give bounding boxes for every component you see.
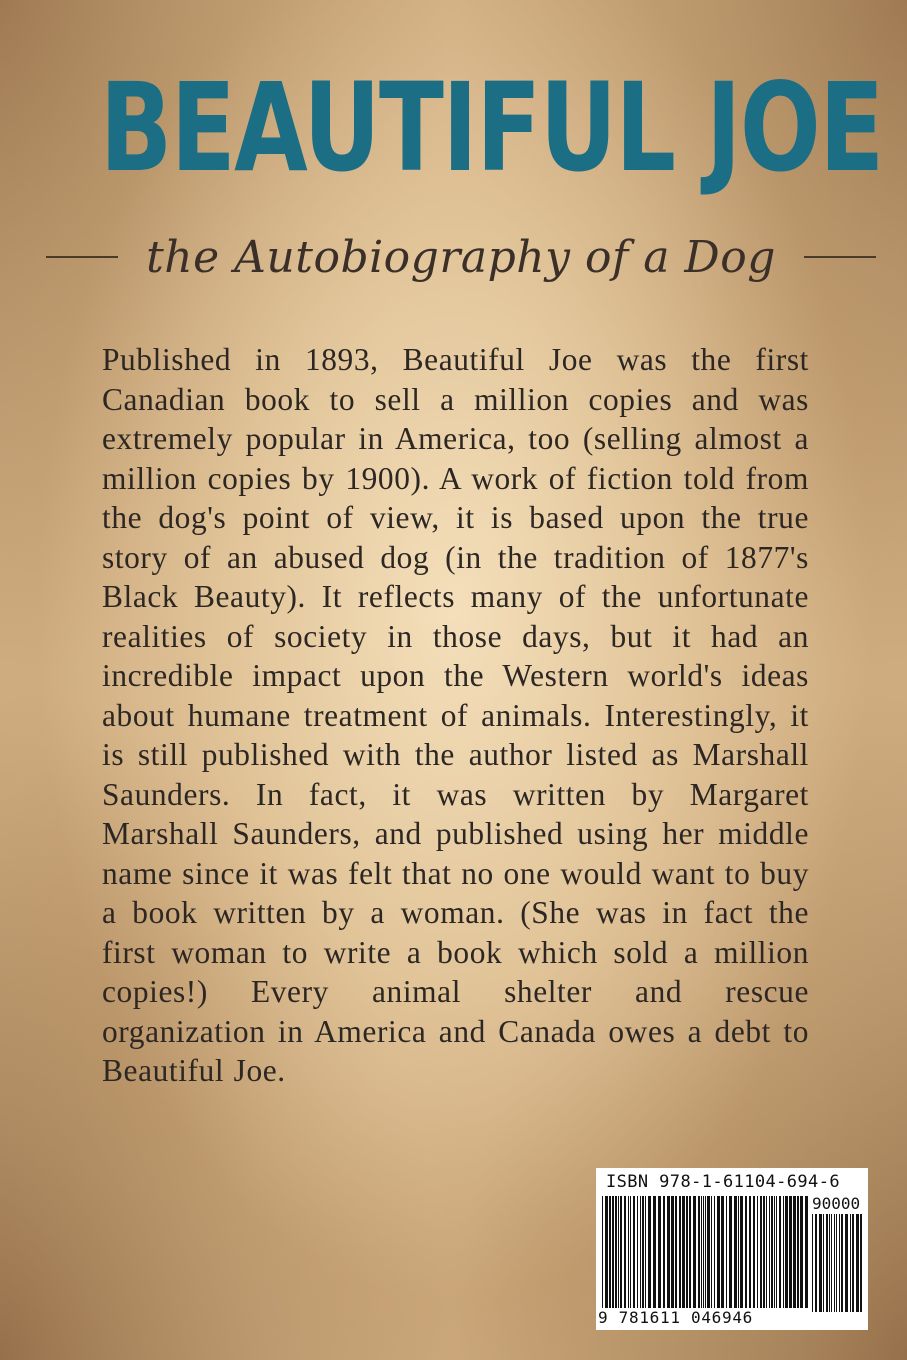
barcode-bar <box>689 1196 691 1312</box>
barcode-bar <box>800 1196 803 1312</box>
barcode-bar <box>757 1196 758 1312</box>
barcode-bar <box>779 1196 781 1312</box>
barcode-bar <box>839 1214 840 1312</box>
barcode-bar <box>738 1196 739 1312</box>
barcode-bar <box>648 1196 651 1312</box>
book-title: BEAUTIFUL JOE <box>99 57 883 199</box>
barcode-bar <box>745 1196 747 1312</box>
barcode-bar <box>686 1196 688 1312</box>
barcode-bar <box>834 1214 835 1312</box>
barcode-bar <box>671 1196 674 1312</box>
barcode-bar <box>642 1196 644 1312</box>
barcode-bar <box>729 1196 732 1312</box>
barcode-bar <box>826 1214 828 1312</box>
barcode-bar <box>776 1196 777 1312</box>
barcode-bar <box>679 1196 681 1312</box>
barcode-bar <box>774 1196 775 1312</box>
isbn-label: ISBN 978-1-61104-694-6 <box>606 1172 840 1192</box>
barcode-bar <box>721 1196 724 1312</box>
barcode-bar <box>640 1196 641 1312</box>
barcode-bar <box>615 1196 617 1312</box>
right-divider <box>804 256 876 258</box>
barcode-bar <box>630 1196 631 1312</box>
barcode-bar <box>711 1196 712 1312</box>
barcode-bar <box>829 1214 830 1312</box>
barcode-bar <box>663 1196 665 1312</box>
barcode-bar <box>605 1196 608 1312</box>
barcode-bar <box>823 1214 824 1312</box>
barcode-bar <box>726 1196 727 1312</box>
book-description: Published in 1893, Beautiful Joe was the first Canadian book to sell a million copies and was extremely popular in America, too (selling almost a million copies by 1900). A work of fiction told from the dog's point of view, it is based upon the true story of an abused dog (in the tradition of 1877's Black Beauty). It reflects many of the unfortunate realities of society in those days, but it had an incredible impact upon the Western world's ideas about humane treatment of animals. Interestingly, it is still published with the author listed as Marshall Saunders. In fact, it was written by Margaret Marshall Saunders, and published using her middle name since it was felt that no one would want to buy a book written by a woman. (She was in fact the first woman to write a book which sold a million copies!) Every animal shelter and rescue organization in America and Canada owes a debt to Beautiful Joe. <box>102 342 809 1088</box>
barcode-bar <box>845 1214 848 1312</box>
barcode-bar <box>749 1196 751 1312</box>
barcode-bar <box>812 1214 813 1312</box>
barcode-bar <box>856 1214 859 1312</box>
barcode-bar <box>698 1196 700 1312</box>
barcode-bar <box>703 1196 704 1312</box>
book-subtitle: the Autobiography of a Dog <box>146 231 776 283</box>
barcode-bar <box>675 1196 677 1312</box>
barcode-bar <box>785 1196 788 1312</box>
barcode-bar <box>645 1196 646 1312</box>
barcode-bar <box>633 1196 635 1312</box>
barcode-bar <box>769 1196 770 1312</box>
barcode-bar <box>797 1196 799 1312</box>
barcode-bar <box>618 1196 619 1312</box>
barcode-bar <box>783 1196 784 1312</box>
barcode-bar <box>609 1196 611 1312</box>
addon-barcode <box>812 1214 864 1312</box>
barcode-bar <box>836 1214 837 1312</box>
barcode-bar <box>852 1214 854 1312</box>
barcode-bar <box>658 1196 661 1312</box>
barcode-bar <box>753 1196 755 1312</box>
price-code: 90000 <box>812 1194 861 1213</box>
barcode-bar <box>763 1196 765 1312</box>
barcode-bar <box>620 1196 622 1312</box>
barcode-bar <box>860 1214 862 1312</box>
barcode-bar <box>766 1196 767 1312</box>
barcode-bar <box>850 1214 851 1312</box>
barcode-bar <box>602 1196 603 1312</box>
barcode-bar <box>701 1196 702 1312</box>
left-divider <box>46 256 118 258</box>
barcode-bar <box>637 1196 638 1312</box>
barcode-bar <box>815 1214 817 1312</box>
barcode-bar <box>740 1196 743 1312</box>
barcode-bar <box>760 1196 762 1312</box>
subtitle-row <box>46 222 876 292</box>
ean-digits: 9 781611 046946 <box>596 1308 808 1327</box>
barcode-bar <box>805 1196 808 1312</box>
isbn-barcode-block <box>596 1168 868 1330</box>
barcode-bar <box>717 1196 720 1312</box>
barcode-bar <box>624 1196 626 1312</box>
barcode-bar <box>771 1196 773 1312</box>
barcode-bar <box>734 1196 737 1312</box>
barcode-bar <box>831 1214 832 1312</box>
barcode-bar <box>628 1196 629 1312</box>
barcode-bar <box>707 1196 710 1312</box>
barcode-bar <box>653 1196 656 1312</box>
barcode-bar <box>612 1196 614 1312</box>
barcode-bar <box>714 1196 715 1312</box>
barcode-bar <box>705 1196 706 1312</box>
barcode-bar <box>682 1196 685 1312</box>
ean-barcode <box>602 1196 810 1312</box>
barcode-bar <box>841 1214 843 1312</box>
barcode-bar <box>667 1196 670 1312</box>
barcode-bar <box>789 1196 792 1312</box>
barcode-bar <box>693 1196 696 1312</box>
barcode-bar <box>819 1214 822 1312</box>
barcode-bar <box>793 1196 796 1312</box>
